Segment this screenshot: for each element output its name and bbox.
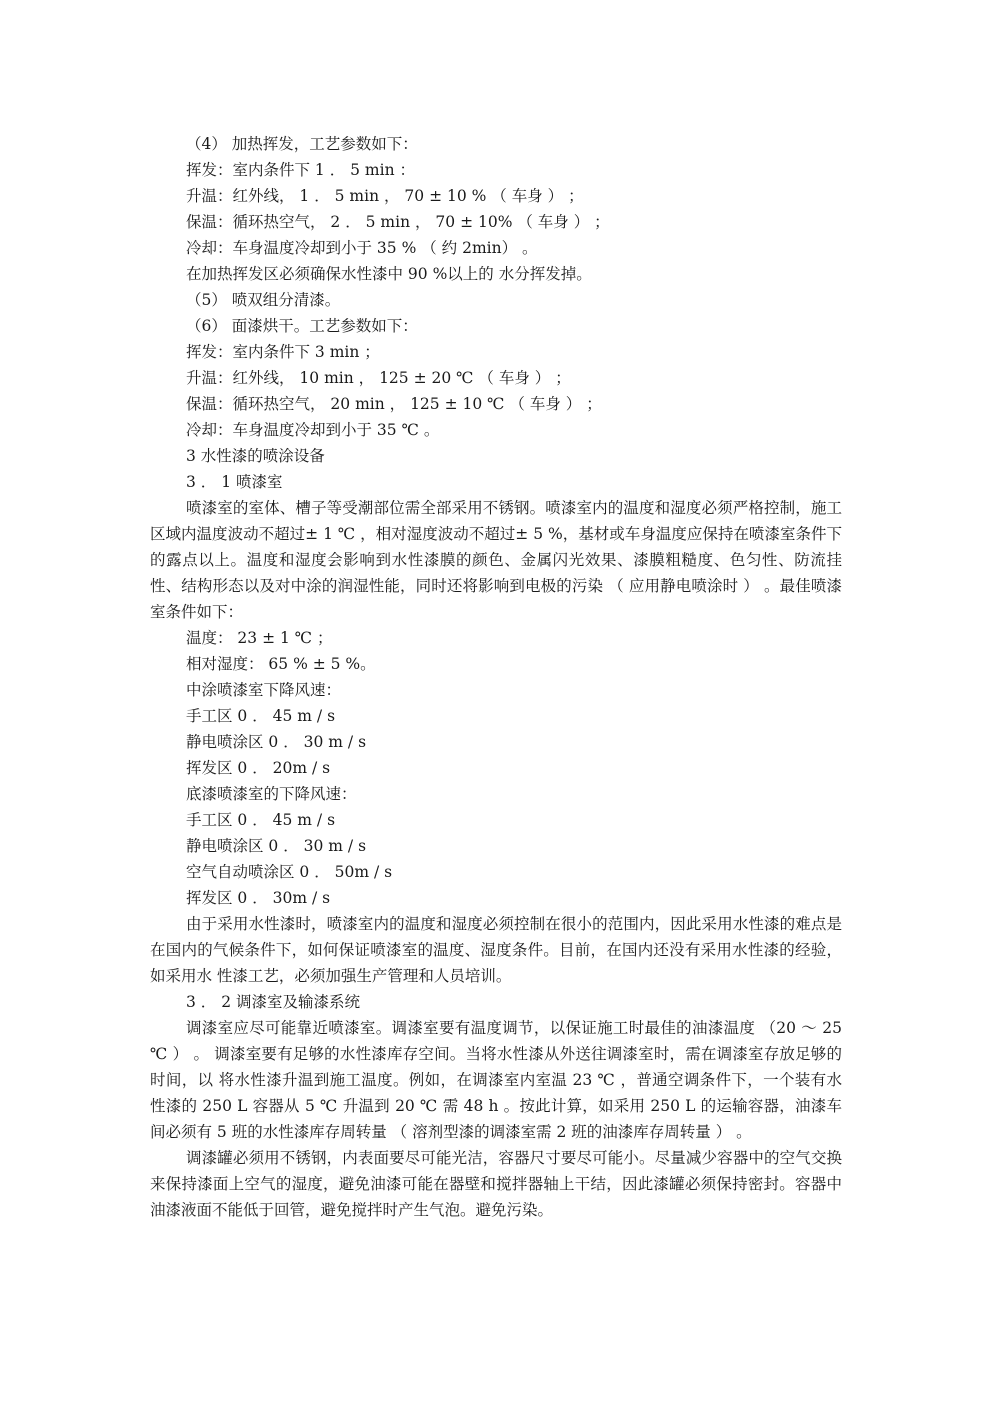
- primer-manual-zone: 手工区 0 ． 45 m / s: [186, 707, 336, 725]
- section-3-2-heading: 3 ． 2 调漆室及输漆系统: [186, 993, 361, 1011]
- section-3-1-heading: 3 ． 1 喷漆室: [186, 473, 283, 491]
- booth-temperature: 温度： 23 ± 1 ℃ ；: [186, 629, 333, 647]
- section-3-heading: 3 水性漆的喷涂设备: [186, 447, 325, 465]
- primer-booth-airflow-heading: 中涂喷漆室下降风速：: [186, 681, 342, 699]
- basecoat-booth-airflow-heading: 底漆喷漆室的下降风速：: [186, 785, 357, 803]
- primer-flash-zone: 挥发区 0 ． 20m / s: [186, 759, 331, 777]
- step-4-hold: 保温：循环热空气， 2 ． 5 min ， 70 ± 10% （ 车身 ） ；: [186, 213, 610, 231]
- step-4-heading: （4） 加热挥发，工艺参数如下：: [186, 135, 418, 153]
- step-6-heat-up: 升温：红外线， 10 min ， 125 ± 20 ℃ （ 车身 ） ；: [186, 369, 571, 387]
- basecoat-manual-zone: 手工区 0 ． 45 m / s: [186, 811, 336, 829]
- step-4-heat-up: 升温：红外线， 1 ． 5 min ， 70 ± 10 % （ 车身 ） ；: [186, 187, 584, 205]
- step-4-note: 在加热挥发区必须确保水性漆中 90 %以上的 水分挥发掉。: [186, 265, 592, 283]
- basecoat-auto-air-zone: 空气自动喷涂区 0 ． 50m / s: [186, 863, 393, 881]
- basecoat-flash-zone: 挥发区 0 ． 30m / s: [186, 889, 331, 907]
- step-6-cooling: 冷却：车身温度冷却到小于 35 ℃ 。: [186, 421, 440, 439]
- primer-electrostatic-zone: 静电喷涂区 0 ． 30 m / s: [186, 733, 367, 751]
- mixing-room-paragraph: 调漆室应尽可能靠近喷漆室。调漆室要有温度调节，以保证施工时最佳的油漆温度 （20 ～ 25 ℃ ） 。 调漆室要有足够的水性漆库存空间。当将水性漆从外送往调漆室时，需在调漆室存放足够的时间，以 将水性漆升温到施工温度。例如，在调漆室内室温 23 ℃ ，普通空调条件下，一个装有水性漆的 250 L 容器从 5 ℃ 升温到 20 ℃ 需 48 h 。按此计算，如采用 250 L 的运输容器，油漆车间必须有 5 班的水性漆库存周转量 （ 溶剂型漆的调漆室需 2 班的油漆库存周转量 ） 。: [150, 1019, 842, 1141]
- paint-tank-paragraph: 调漆罐必须用不锈钢，内表面要尽可能光洁，容器尺寸要尽可能小。尽量减少容器中的空气交换来保持漆面上空气的湿度，避免油漆可能在器壁和搅拌器轴上干结，因此漆罐必须保持密封。容器中油漆液面不能低于回管，避免搅拌时产生气泡。避免污染。: [150, 1149, 842, 1219]
- step-6-flash-off: 挥发：室内条件下 3 min ；: [186, 343, 380, 361]
- step-5-heading: （5） 喷双组分清漆。: [186, 291, 341, 309]
- step-6-hold: 保温：循环热空气， 20 min ， 125 ± 10 ℃ （ 车身 ） ；: [186, 395, 602, 413]
- step-6-heading: （6） 面漆烘干。工艺参数如下：: [186, 317, 418, 335]
- spray-booth-paragraph: 喷漆室的室体、槽子等受潮部位需全部采用不锈钢。喷漆室内的温度和湿度必须严格控制，施工区域内温度波动不超过± 1 ℃ ，相对湿度波动不超过± 5 %，基材或车身温度应保持在喷漆室条件下的露点以上。温度和湿度会影响到水性漆膜的颜色、金属闪光效果、漆膜粗糙度、色匀性、防流挂性、结构形态以及对中涂的润湿性能，同时还将影响到电极的污染 （ 应用静电喷涂时 ） 。最佳喷漆室条件如下：: [150, 499, 842, 621]
- step-4-flash-off: 挥发：室内条件下 1 ． 5 min ：: [186, 161, 415, 179]
- difficulty-paragraph: 由于采用水性漆时，喷漆室内的温度和湿度必须控制在很小的范围内，因此采用水性漆的难点是在国内的气候条件下，如何保证喷漆室的温度、湿度条件。目前，在国内还没有采用水性漆的经验，如采用水 性漆工艺，必须加强生产管理和人员培训。: [150, 915, 842, 985]
- booth-humidity: 相对湿度： 65 % ± 5 %。: [186, 655, 376, 673]
- step-4-cooling: 冷却：车身温度冷却到小于 35 % （ 约 2min） 。: [186, 239, 538, 257]
- document-body: [150, 131, 842, 1249]
- basecoat-electrostatic-zone: 静电喷涂区 0 ． 30 m / s: [186, 837, 367, 855]
